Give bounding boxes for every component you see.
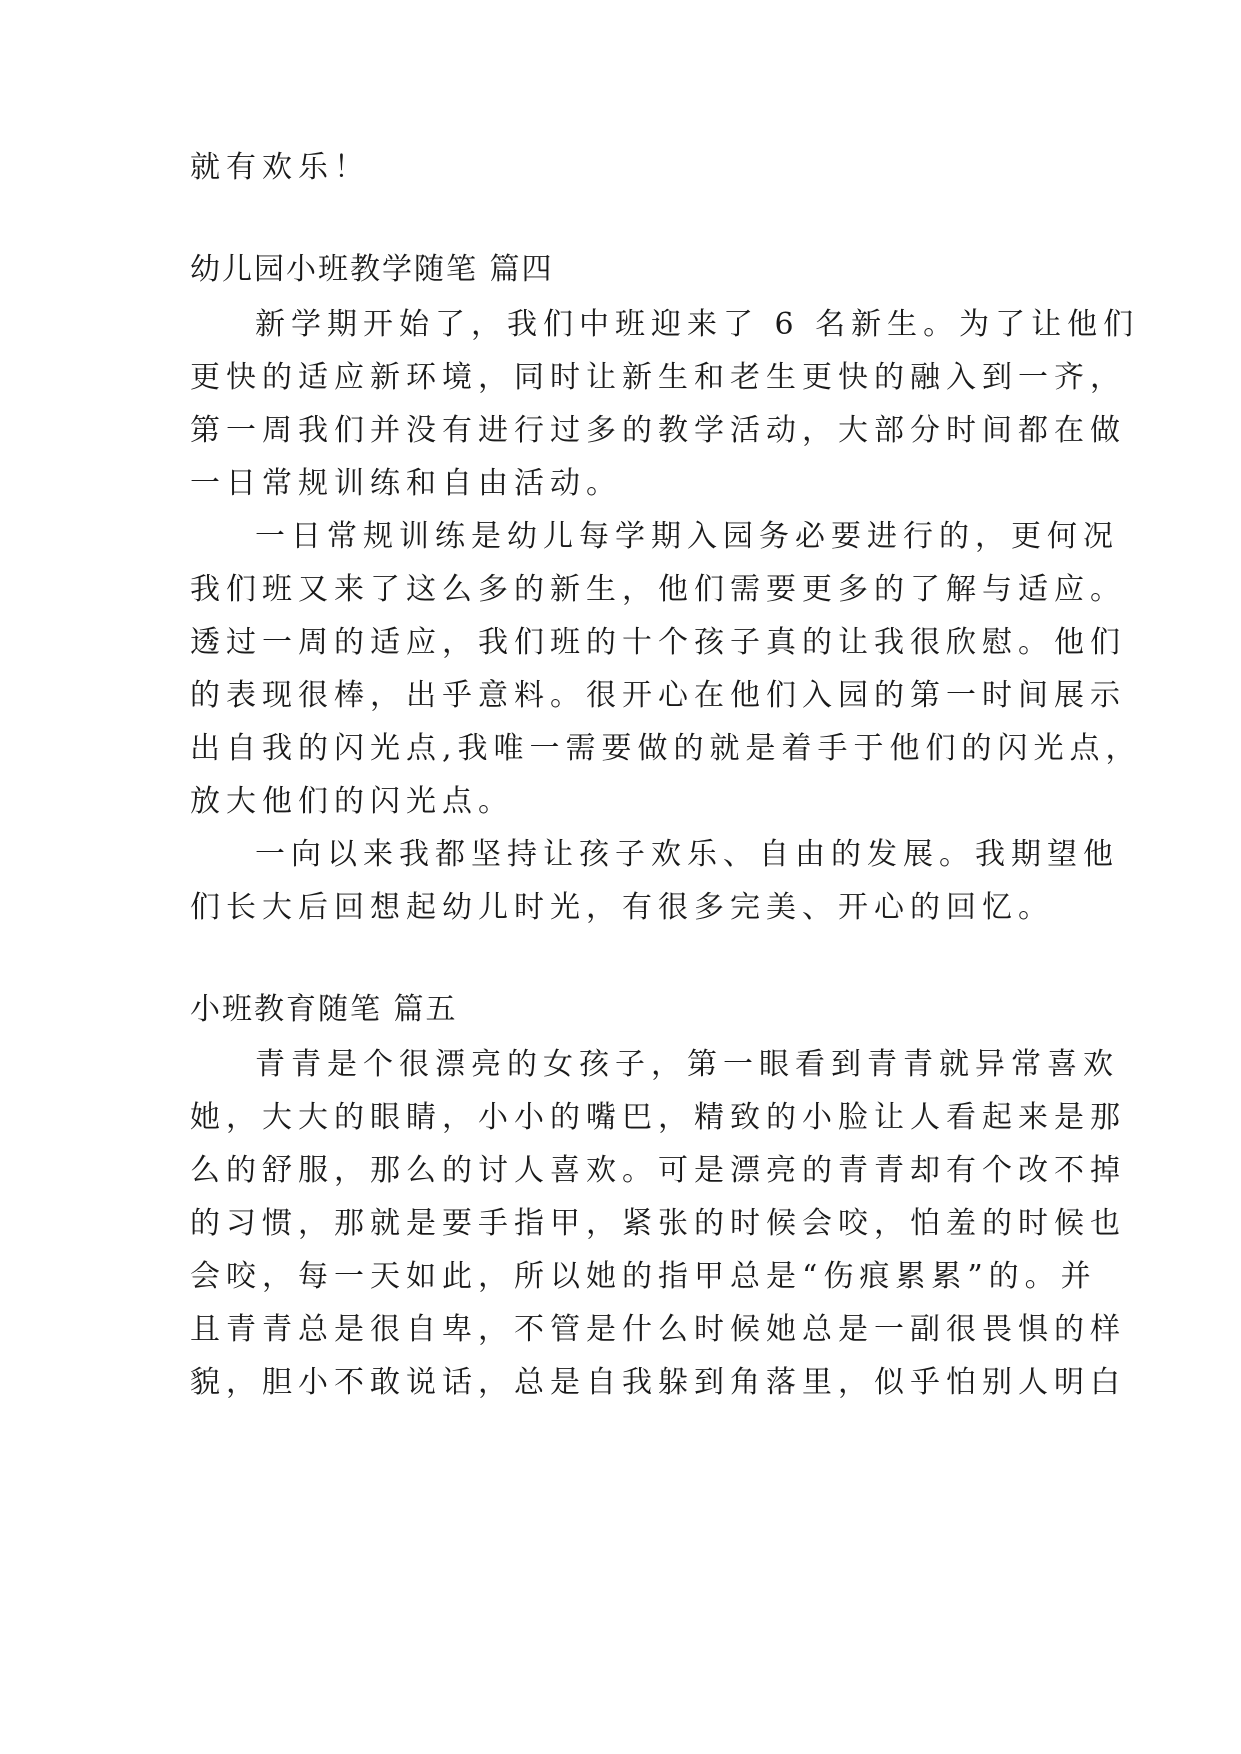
paragraph-line: 第一周我们并没有进行过多的教学活动，大部分时间都在做 <box>190 413 1126 448</box>
paragraph-line: 会咬，每一天如此，所以她的指甲总是“伤痕累累”的。并 <box>190 1259 1097 1294</box>
paragraph-line: 的习惯，那就是要手指甲，紧张的时候会咬，怕羞的时候也 <box>190 1206 1126 1241</box>
paragraph-line: 们长大后回想起幼儿时光，有很多完美、开心的回忆。 <box>190 890 1054 925</box>
paragraph-line: 青青是个很漂亮的女孩子，第一眼看到青青就异常喜欢 <box>255 1047 1119 1082</box>
paragraph-line: 一日常规训练是幼儿每学期入园务必要进行的，更何况 <box>255 519 1119 554</box>
paragraph-line: 透过一周的适应，我们班的十个孩子真的让我很欣慰。他们 <box>190 625 1126 660</box>
paragraph-line: 我们班又来了这么多的新生，他们需要更多的了解与适应。 <box>190 572 1126 607</box>
paragraph-line: 么的舒服，那么的讨人喜欢。可是漂亮的青青却有个改不掉 <box>190 1153 1126 1188</box>
paragraph-line: 更快的适应新环境，同时让新生和老生更快的融入到一齐， <box>190 360 1126 395</box>
paragraph-line: 她，大大的眼睛，小小的嘴巴，精致的小脸让人看起来是那 <box>190 1100 1126 1135</box>
paragraph-line: 的表现很棒，出乎意料。很开心在他们入园的第一时间展示 <box>190 678 1126 713</box>
paragraph-line: 貌，胆小不敢说话，总是自我躲到角落里，似乎怕别人明白 <box>190 1365 1126 1400</box>
paragraph-line: 出自我的闪光点,我唯一需要做的就是着手于他们的闪光点， <box>190 731 1142 766</box>
paragraph-line: 且青青总是很自卑，不管是什么时候她总是一副很畏惧的样 <box>190 1312 1126 1347</box>
paragraph-line: 一向以来我都坚持让孩子欢乐、自由的发展。我期望他 <box>255 837 1119 872</box>
paragraph-line: 放大他们的闪光点。 <box>190 784 514 819</box>
paragraph-line: 一日常规训练和自由活动。 <box>190 466 622 501</box>
paragraph-line: 就有欢乐！ <box>190 150 370 185</box>
section-title: 幼儿园小班教学随笔 篇四 <box>190 252 554 287</box>
section-title: 小班教育随笔 篇五 <box>190 992 458 1027</box>
paragraph-line: 新学期开始了，我们中班迎来了 6 名新生。为了让他们 <box>255 307 1140 342</box>
